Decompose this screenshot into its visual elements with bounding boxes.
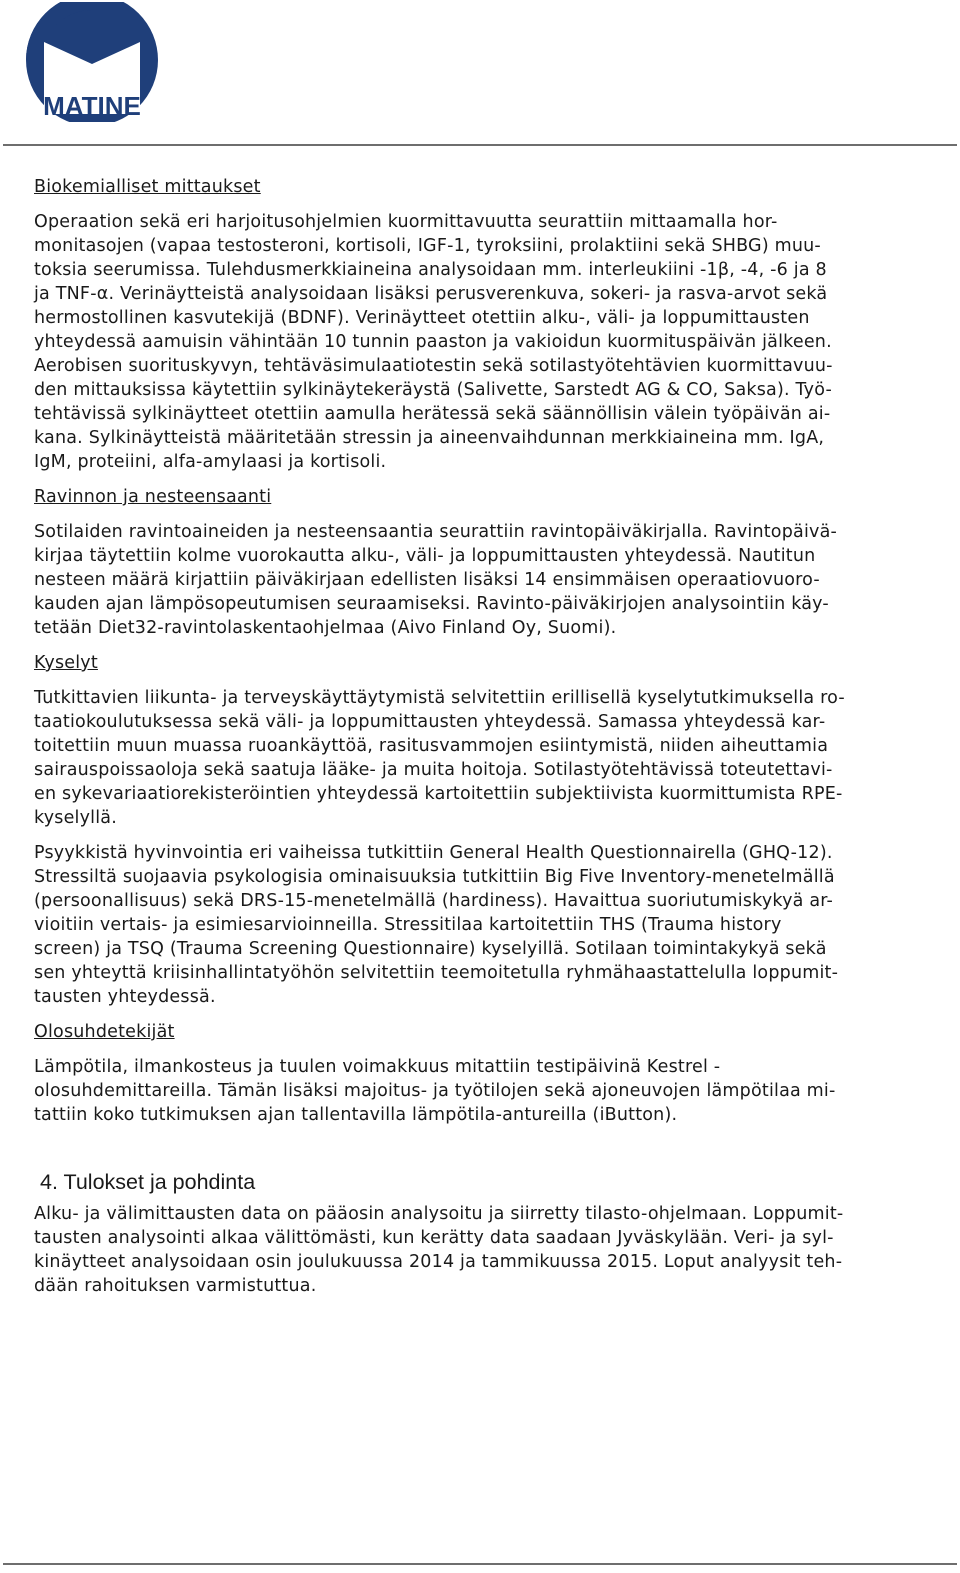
document-body <box>34 175 930 1309</box>
text-line: en sykevariaatiorekisteröintien yhteydessä kartoitettiin subjektiivista kuormittumista RPE- <box>34 784 843 804</box>
text-line: toksia seerumissa. Tulehdusmerkkiaineina analysoidaan mm. interleukiini -1β, -4, -6 ja 8 <box>34 260 827 280</box>
text-line: Lämpötila, ilmankosteus ja tuulen voimakkuus mitattiin testipäivinä Kestrel - <box>34 1057 721 1077</box>
paragraph <box>34 1202 930 1298</box>
section-title-results: 4. Tulokset ja pohdinta <box>40 1170 256 1194</box>
paragraph <box>34 686 930 830</box>
text-line: olosuhdemittareilla. Tämän lisäksi majoitus- ja työtilojen sekä ajoneuvojen lämpötilaa mi- <box>34 1081 836 1101</box>
text-line: ja TNF-α. Verinäytteistä analysoidaan lisäksi perusverenkuva, sokeri- ja rasva-arvot sekä <box>34 284 828 304</box>
text-line: toitettiin muun muassa ruoankäyttöä, rasitusvammojen esiintymistä, niiden aiheuttamia <box>34 736 829 756</box>
text-line: kirjaa täytettiin kolme vuorokautta alku-, väli- ja loppumittausten yhteydessä. Nautitun <box>34 546 816 566</box>
text-line: nesteen määrä kirjattiin päiväkirjaan edellisten lisäksi 14 ensimmäisen operaatiovuoro- <box>34 570 820 590</box>
text-line: sen yhteyttä kriisinhallintatyöhön selvitettiin teemoitetulla ryhmähaastattelulla loppumit- <box>34 963 839 983</box>
paragraph <box>34 1055 930 1127</box>
text-line: tattiin koko tutkimuksen ajan tallentavilla lämpötila-antureilla (iButton). <box>34 1105 678 1125</box>
text-line: kana. Sylkinäytteistä määritetään stressin ja aineenvaihdunnan merkkiaineina mm. IgA, <box>34 428 825 448</box>
text-line: dään rahoituksen varmistuttua. <box>34 1276 317 1296</box>
text-line: den mittauksissa käytettiin sylkinäytekeräystä (Salivette, Sarstedt AG & CO, Saksa). Työ- <box>34 380 832 400</box>
text-line: tehtävissä sylkinäytteet otettiin aamulla herätessä sekä säännöllisin välein työpäivän ai- <box>34 404 831 424</box>
logo-wordmark: MATINE <box>43 91 141 121</box>
text-line: yhteydessä aamuisin vähintään 10 tunnin paaston ja vakioidun kuormituspäivän jälkeen. <box>34 332 832 352</box>
footer-divider <box>3 1563 957 1565</box>
text-line: (persoonallisuus) sekä DRS-15-menetelmällä (hardiness). Havaittua suoriutumiskykyä ar- <box>34 891 834 911</box>
text-line: Stressiltä suojaavia psykologisia ominaisuuksia tutkittiin Big Five Inventory-menetelmällä <box>34 867 835 887</box>
text-line: monitasojen (vapaa testosteroni, kortisoli, IGF-1, tyroksiini, prolaktiini sekä SHBG) muu- <box>34 236 821 256</box>
section-heading-olosuhdetekijat: Olosuhdetekijät <box>34 1022 175 1042</box>
text-line: hermostollinen kasvutekijä (BDNF). Verinäytteet otettiin alku-, väli- ja loppumittausten <box>34 308 810 328</box>
text-line: kauden ajan lämpösopeutumisen seuraamiseksi. Ravinto-päiväkirjojen analysointiin käy- <box>34 594 829 614</box>
header-divider <box>3 144 957 146</box>
matine-logo <box>22 2 162 122</box>
paragraph <box>34 841 930 1009</box>
section-heading-ravinnon: Ravinnon ja nesteensaanti <box>34 487 272 507</box>
text-line: Aerobisen suorituskyvyn, tehtäväsimulaatiotestin sekä sotilastyötehtävien kuormittavuu- <box>34 356 833 376</box>
text-line: kinäytteet analysoidaan osin joulukuussa 2014 ja tammikuussa 2015. Loput analyysit teh- <box>34 1252 843 1272</box>
text-line: vioitiin vertais- ja esimiesarvioinneilla. Stressitilaa kartoitettiin THS (Trauma history <box>34 915 782 935</box>
paragraph <box>34 210 930 474</box>
text-line: tausten analysointi alkaa välittömästi, kun kerätty data saadaan Jyväskylään. Veri- ja syl- <box>34 1228 834 1248</box>
text-line: tausten yhteydessä. <box>34 987 216 1007</box>
text-line: tetään Diet32-ravintolaskentaohjelmaa (Aivo Finland Oy, Suomi). <box>34 618 617 638</box>
section-heading-kyselyt: Kyselyt <box>34 653 98 673</box>
section-heading-biokemialliset: Biokemialliset mittaukset <box>34 177 261 197</box>
text-line: Tutkittavien liikunta- ja terveyskäyttäytymistä selvitettiin erillisellä kyselytutkimuksella ro- <box>34 688 845 708</box>
text-line: kyselyllä. <box>34 808 117 828</box>
text-line: Operaation sekä eri harjoitusohjelmien kuormittavuutta seurattiin mittaamalla hor- <box>34 212 778 232</box>
paragraph <box>34 520 930 640</box>
text-line: Sotilaiden ravintoaineiden ja nesteensaantia seurattiin ravintopäiväkirjalla. Ravintopäivä- <box>34 522 838 542</box>
text-line: Alku- ja välimittausten data on pääosin analysoitu ja siirretty tilasto-ohjelmaan. Loppumit- <box>34 1204 844 1224</box>
text-line: screen) ja TSQ (Trauma Screening Questionnaire) kyselyillä. Sotilaan toimintakykyä sekä <box>34 939 827 959</box>
text-line: Psyykkistä hyvinvointia eri vaiheissa tutkittiin General Health Questionnairella (GHQ-12). <box>34 843 833 863</box>
text-line: IgM, proteiini, alfa-amylaasi ja kortisoli. <box>34 452 387 472</box>
text-line: sairauspoissaoloja sekä saatuja lääke- ja muita hoitoja. Sotilastyötehtävissä toteutettavi- <box>34 760 833 780</box>
text-line: taatiokoulutuksessa sekä väli- ja loppumittausten yhteydessä. Samassa yhteydessä kar- <box>34 712 826 732</box>
